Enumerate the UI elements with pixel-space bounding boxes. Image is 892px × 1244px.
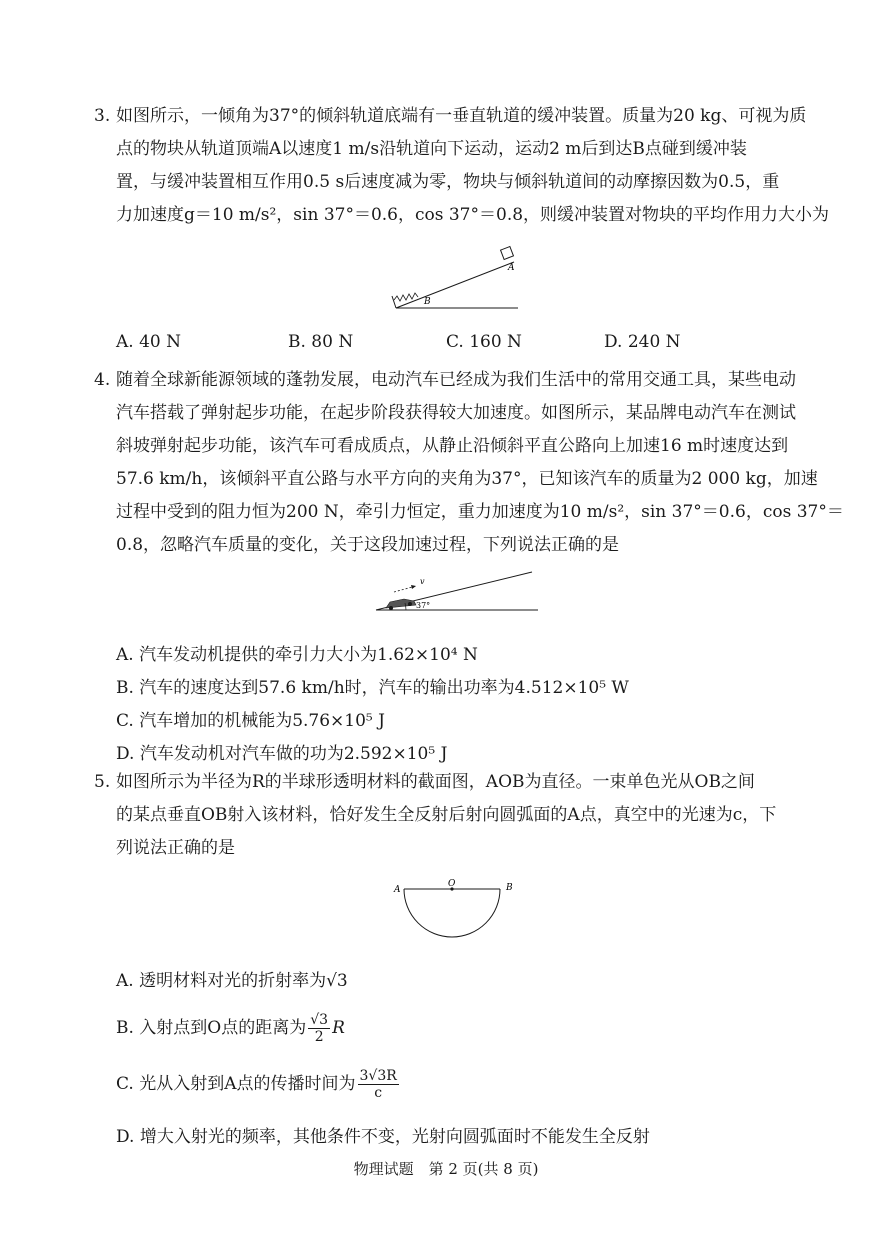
question-text-line: 置，与缓冲装置相互作用0.5 s后速度减为零，物块与倾斜轨道间的动摩擦因数为0.5，重 [116, 172, 780, 192]
question-text-line: 0.8，忽略汽车质量的变化，关于这段加速过程，下列说法正确的是 [116, 535, 620, 555]
option-c [116, 1068, 401, 1101]
point-a-label: A [508, 263, 515, 273]
page-footer: 物理试题 第 2 页(共 8 页) [353, 1160, 539, 1178]
option-d: D. 增大入射光的频率，其他条件不变，光射向圆弧面时不能发生全反射 [116, 1127, 650, 1147]
fraction-numerator: √3 [310, 1012, 329, 1028]
question-number: 5. [94, 772, 111, 792]
point-b-label: B [506, 883, 513, 893]
option-text: B. 入射点到O点的距离为 [116, 1018, 307, 1038]
option-b [116, 1012, 345, 1045]
car-on-slope-diagram [372, 568, 542, 616]
option-text: C. 光从入射到A点的传播时间为 [116, 1074, 356, 1094]
option-c: C. 汽车增加的机械能为5.76×10⁵ J [116, 711, 385, 731]
fraction-numerator: 3√3R [359, 1068, 397, 1084]
question-text-line: 点的物块从轨道顶端A以速度1 m/s沿轨道向下运动，运动2 m后到达B点碰到缓冲装 [116, 139, 747, 159]
point-b-label: B [424, 297, 431, 307]
fraction [308, 1012, 330, 1045]
question-text-line: 过程中受到的阻力恒为200 N，牵引力恒定，重力加速度为10 m/s²，sin 37°＝0.6，cos 37°＝ [116, 502, 844, 522]
semicircle-diagram [390, 876, 520, 944]
question-number: 4. [94, 370, 111, 390]
radius-symbol: R [332, 1018, 345, 1038]
question-text-line: 57.6 km/h，该倾斜平直公路与水平方向的夹角为37°，已知该汽车的质量为2 000 kg，加速 [116, 469, 818, 489]
question-text-line: 力加速度g＝10 m/s²，sin 37°＝0.6，cos 37°＝0.8，则缓冲装置对物块的平均作用力大小为 [116, 205, 830, 225]
option-a: A. 汽车发动机提供的牵引力大小为1.62×10⁴ N [116, 645, 478, 665]
question-text-line: 的某点垂直OB射入该材料，恰好发生全反射后射向圆弧面的A点，真空中的光速为c，下 [116, 805, 777, 825]
option-b: B. 80 N [288, 332, 354, 352]
question-5 [94, 766, 806, 865]
point-a-label: A [394, 885, 401, 895]
fraction-denominator: c [374, 1085, 383, 1101]
option-c: C. 160 N [446, 332, 522, 352]
question-4 [94, 364, 844, 562]
question-text-line: 如图所示，一倾角为37°的倾斜轨道底端有一垂直轨道的缓冲装置。质量为20 kg、可视为质 [116, 106, 807, 126]
fraction [358, 1068, 399, 1101]
option-a: A. 40 N [116, 332, 181, 352]
incline-buffer-diagram [390, 240, 530, 312]
fraction-denominator: 2 [314, 1029, 324, 1045]
point-o-label: O [448, 879, 456, 889]
question-text-line: 如图所示为半径为R的半球形透明材料的截面图，AOB为直径。一束单色光从OB之间 [116, 772, 755, 792]
question-number: 3. [94, 106, 111, 126]
question-text-line: 汽车搭载了弹射起步功能，在起步阶段获得较大加速度。如图所示，某品牌电动汽车在测试 [116, 403, 796, 423]
option-b: B. 汽车的速度达到57.6 km/h时，汽车的输出功率为4.512×10⁵ W [116, 678, 629, 698]
question-3 [94, 100, 830, 232]
option-d: D. 240 N [604, 332, 681, 352]
question-text-line: 随着全球新能源领域的蓬勃发展，电动汽车已经成为我们生活中的常用交通工具，某些电动 [116, 370, 796, 390]
option-d: D. 汽车发动机对汽车做的功为2.592×10⁵ J [116, 744, 448, 764]
velocity-label: v [420, 577, 425, 586]
question-text-line: 斜坡弹射起步功能，该汽车可看成质点，从静止沿倾斜平直公路向上加速16 m时速度达到 [116, 436, 789, 456]
question-text-line: 列说法正确的是 [116, 838, 235, 858]
angle-label: 37° [416, 601, 431, 610]
option-a: A. 透明材料对光的折射率为√3 [116, 971, 348, 991]
